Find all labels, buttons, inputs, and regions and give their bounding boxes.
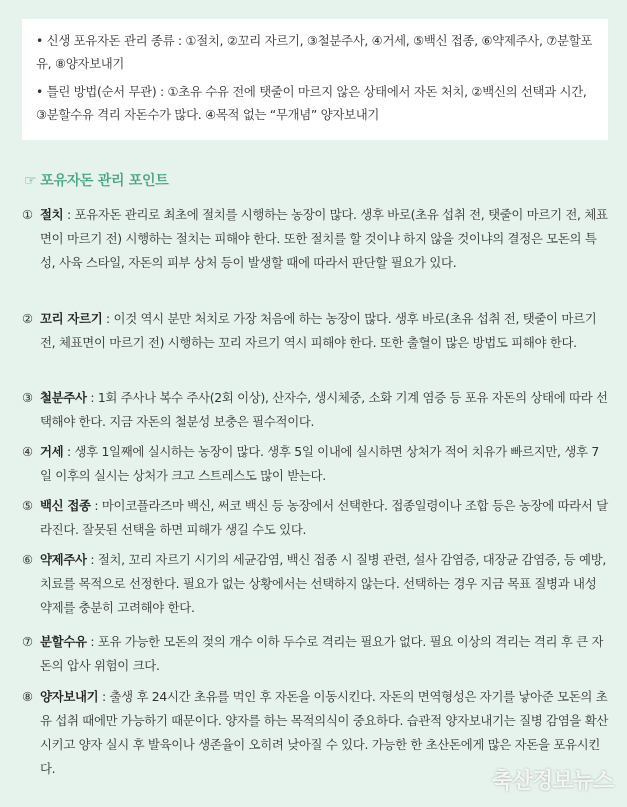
summary-box <box>22 19 608 140</box>
point-text: : 1회 주사나 복수 주사(2회 이상), 산자수, 생시체중, 소화 기계 염증 등 포유 자돈의 상태에 따라 선택해야 한다. 지금 자돈의 철분성 보충은 필수적이다. <box>40 390 608 429</box>
point-term: 양자보내기 <box>40 689 99 704</box>
point-item <box>22 548 610 620</box>
point-term: 분할수유 <box>40 634 87 649</box>
point-number: ⑥ <box>22 552 33 567</box>
point-term: 철분주사 <box>40 390 87 405</box>
summary-wrong-methods: • 틀린 방법(순서 무관) : ①초유 수유 전에 탯줄이 마르지 않은 상태에서 자돈 처치, ②백신의 선택과 시간, ③분할수유 격리 자돈수가 많다. ④목적 없는 “무개념” 양자보내기 <box>36 84 587 122</box>
point-term: 백신 접종 <box>40 498 91 513</box>
point-text: : 포유자돈 관리로 최초에 절치를 시행하는 농장이 많다. 생후 바로(초유 섭취 전, 탯줄이 마르기 전, 체표면이 마르기 전) 시행하는 절치는 피해야 한다. 또한 절치를 할 것이냐 하지 않을 것이냐의 결정은 모돈의 특성, 사육 스타일, 자돈의 피부 상처 등이 발생할 때에 따라서 판단할 필요가 있다. <box>40 207 608 270</box>
point-number: ② <box>22 311 33 326</box>
summary-management-types: • 신생 포유자돈 관리 종류 : ①절치, ②꼬리 자르기, ③철분주사, ④거세, ⑤백신 접종, ⑥약제주사, ⑦분할포유, ⑧양자보내기 <box>36 33 593 71</box>
point-text: : 이것 역시 분만 처치로 가장 처음에 하는 농장이 많다. 생후 바로(초유 섭취 전, 탯줄이 마르기 전, 체표면이 마르기 전) 시행하는 꼬리 자르기 역시 피해야 한다. 또한 출혈이 많은 방법도 피해야 한다. <box>40 311 597 350</box>
point-term: 꼬리 자르기 <box>40 311 103 326</box>
point-item <box>22 203 610 275</box>
point-number: ⑤ <box>22 498 33 513</box>
point-number: ⑦ <box>22 634 33 649</box>
point-number: ⑧ <box>22 689 33 704</box>
point-text: : 포유 가능한 모돈의 젖의 개수 이하 두수로 격리는 필요가 없다. 필요 이상의 격리는 격리 후 큰 자돈의 압사 위험이 크다. <box>40 634 604 673</box>
point-number: ① <box>22 207 33 222</box>
point-text: : 출생 후 24시간 초유를 먹인 후 자돈을 이동시킨다. 자돈의 면역형성은 자기를 낳아준 모돈의 초유 섭취 때에만 가능하기 때문이다. 양자를 하는 목적의식이 중요하다. 습관적 양자보내기는 질병 감염을 확산시키고 양자 실시 후 발육이나 생존율이 오히려 낮아질 수 있다. 가능한 한 초산돈에게 많은 자돈을 포유시킨다. <box>40 689 609 776</box>
point-term: 약제주사 <box>40 552 87 567</box>
point-item <box>22 494 610 542</box>
point-text: : 절치, 꼬리 자르기 시기의 세균감염, 백신 접종 시 질병 관련, 설사 감염증, 대장균 감염증, 등 예방, 치료를 목적으로 선정한다. 필요가 없는 상황에서는 선택하지 않는다. 선택하는 경우 지금 목표 질병과 내성 약제를 충분히 고려해야 한다. <box>40 552 607 615</box>
point-item <box>22 630 610 678</box>
point-text: : 마이코플라즈마 백신, 써코 백신 등 농장에서 선택한다. 접종일령이나 조합 등은 농장에 따라서 달라진다. 잘못된 선택을 하면 피해가 생길 수도 있다. <box>40 498 608 537</box>
section-title-text: 포유자돈 관리 포인트 <box>40 173 169 189</box>
point-term: 절치 <box>40 207 64 222</box>
point-item <box>22 440 610 488</box>
point-item <box>22 307 610 355</box>
section-title <box>24 170 168 190</box>
point-item <box>22 386 610 434</box>
point-number: ④ <box>22 444 33 459</box>
point-text: : 생후 1일째에 실시하는 농장이 많다. 생후 5일 이내에 실시하면 상처가 적어 치유가 빠르지만, 생후 7일 이후의 실시는 상처가 크고 스트레스도 많이 받는다. <box>40 444 599 483</box>
point-term: 거세 <box>40 444 64 459</box>
watermark-logo: 축산정보뉴스 <box>491 769 613 794</box>
point-number: ③ <box>22 390 33 405</box>
hand-pointing-icon: ☞ <box>24 173 37 189</box>
